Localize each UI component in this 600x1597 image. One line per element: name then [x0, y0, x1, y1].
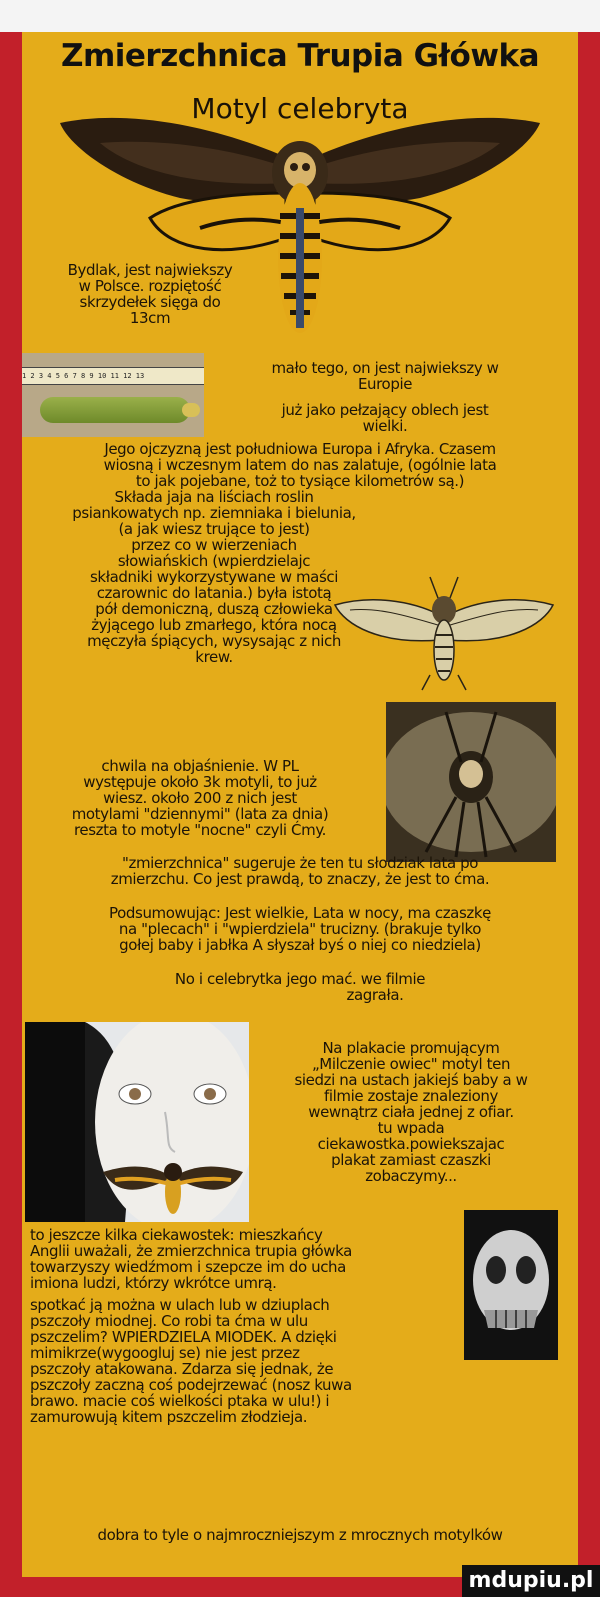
paragraph-line: pół demoniczną, duszą człowieka	[95, 600, 333, 618]
paragraph-line: zmierzchu. Co jest prawdą, to znaczy, że jest to ćma.	[110, 870, 490, 888]
intro-line: Bydlak, jest najwiekszy	[67, 261, 233, 279]
intro-line: w Polsce. rozpiętość	[78, 277, 222, 295]
paragraph-line: psiankowatych np. ziemniaka i bielunia,	[72, 504, 356, 522]
paragraph-name-meaning	[24, 855, 576, 887]
caterpillar-photo	[22, 353, 204, 437]
closing-line: dobra to tyle o najmroczniejszym z mrocznych motylków	[97, 1526, 503, 1544]
poster-text	[252, 1040, 570, 1184]
intro-line: skrzydełek sięga do	[79, 293, 221, 311]
caterpillar-line: Europie	[357, 375, 413, 393]
paragraph-celebrity	[24, 971, 576, 1003]
paragraph-trivia	[30, 1227, 470, 1425]
left-red-border	[0, 32, 22, 1577]
poster-line: „Milczenie owiec" motyl ten	[311, 1055, 511, 1073]
poster-line: tu wpada	[377, 1119, 445, 1137]
paragraph-line: reszta to motyle "nocne" czyli Ćmy.	[73, 821, 327, 839]
paragraph-line: na "plecach" i "wpierdziela" trucizny. (brakuje tylko	[118, 920, 482, 938]
caterpillar-line: mało tego, on jest najwiekszy w	[271, 359, 499, 377]
paragraph-line: Składa jaja na liściach roslin	[114, 488, 314, 506]
paragraph-line: męczyła śpiących, wysysając z nich	[87, 632, 341, 650]
paragraph-line: gołej baby i jabłka A słyszał byś o niej co niedziela)	[119, 936, 481, 954]
subtitle: Motyl celebryta	[191, 92, 409, 125]
paragraph-line: (a jak wiesz trujące to jest)	[118, 520, 310, 538]
moth-closeup-photo	[386, 702, 556, 862]
paragraph-line: mimikrze(wygoogluj se) nie jest przez	[30, 1344, 300, 1362]
poster-line: wewnątrz ciała jednej z ofiar.	[308, 1103, 514, 1121]
paragraph-line: Anglii uważali, że zmierzchnica trupia główka	[30, 1242, 352, 1260]
poster-line: zobaczymy...	[365, 1167, 457, 1185]
paragraph-line: motylami "dziennymi" (lata za dnia)	[71, 805, 329, 823]
paragraph-line: krew.	[195, 648, 233, 666]
caterpillar-text	[210, 360, 560, 434]
poster-line: ciekawostka.powiekszajac	[317, 1135, 505, 1153]
poster-line: Na plakacie promującym	[322, 1039, 500, 1057]
paragraph-line: czarownic do latania.) była istotą	[96, 584, 332, 602]
paragraph-line: Jego ojczyzną jest południowa Europa i Afryka. Czasem	[104, 440, 496, 458]
paragraph-line: składniki wykorzystywane w maści	[90, 568, 338, 586]
paragraph-line: Podsumowując: Jest wielkie, Lata w nocy, ma czaszkę	[109, 904, 491, 922]
paragraph-line: wiesz. około 200 z nich jest	[103, 789, 297, 807]
paragraph-explanation	[30, 758, 370, 838]
paragraph-line: zagrała.	[346, 986, 404, 1004]
poster-line: filmie zostaje znaleziony	[323, 1087, 499, 1105]
paragraph-line: pszczoły miodnej. Co robi ta ćma w ulu	[30, 1312, 308, 1330]
intro-text	[30, 262, 270, 326]
paragraph-line: żyjącego lub zmarłego, która nocą	[91, 616, 337, 634]
caterpillar-line: wielki.	[362, 417, 408, 435]
paragraph-line: to jeszcze kilka ciekawostek: mieszkańcy	[30, 1226, 323, 1244]
paragraph-summary	[24, 905, 576, 953]
right-red-border	[578, 32, 600, 1577]
poster-line: siedzi na ustach jakiejś baby a w	[294, 1071, 528, 1089]
paragraph-line: brawo. macie coś wielkości ptaka w ulu!) i	[30, 1392, 330, 1410]
dali-skull-photo	[464, 1210, 558, 1360]
paragraph-line: chwila na objaśnienie. W PL	[101, 757, 299, 775]
paragraph-line: pszczoły atakowana. Zdarza się jednak, że	[30, 1360, 334, 1378]
paragraph-line: pszczelim? WPIERDZIELA MIODEK. A dzięki	[30, 1328, 337, 1346]
movie-poster	[25, 1022, 249, 1222]
poster-line: plakat zamiast czaszki	[331, 1151, 491, 1169]
intro-line: 13cm	[129, 309, 171, 327]
paragraph-origin	[24, 441, 576, 489]
paragraph-line: wiosną i wczesnym latem do nas zalatuje, (ogólnie lata	[103, 456, 497, 474]
ruler: 1 2 3 4 5 6 7 8 9 10 11 12 13	[22, 367, 204, 385]
paragraph-line: występuje około 3k motyli, to już	[83, 773, 317, 791]
watermark: mdupiu.pl	[462, 1565, 600, 1597]
caterpillar-tail	[182, 403, 200, 417]
paragraph-line: słowiańskich (wpierdzielajc	[117, 552, 311, 570]
moth-sketch	[330, 565, 558, 695]
paragraph-line: imiona ludzi, którzy wkrótce umrą.	[30, 1274, 277, 1292]
caterpillar-line: już jako pełzający oblech jest	[281, 401, 489, 419]
paragraph-line: zamurowują kitem pszczelim złodzieja.	[30, 1408, 308, 1426]
paragraph-line: No i celebrytka jego mać. we filmie	[174, 970, 426, 988]
caterpillar	[40, 397, 190, 423]
paragraph-line: "zmierzchnica" sugeruje że ten tu słodziak lata po	[121, 854, 479, 872]
paragraph-line: to jak pojebane, toż to tysiące kilometrów są.)	[135, 472, 465, 490]
title: Zmierzchnica Trupia Główka	[60, 38, 540, 74]
paragraph-line: towarzyszy wiedźmom i szepcze im do ucha	[30, 1258, 346, 1276]
paragraph-line: przez co w wierzeniach	[131, 536, 297, 554]
paragraph-line: pszczoły zaczną coś podejrzewać (nosz kuwa	[30, 1376, 352, 1394]
paragraph-line: spotkać ją można w ulach lub w dziuplach	[30, 1296, 330, 1314]
